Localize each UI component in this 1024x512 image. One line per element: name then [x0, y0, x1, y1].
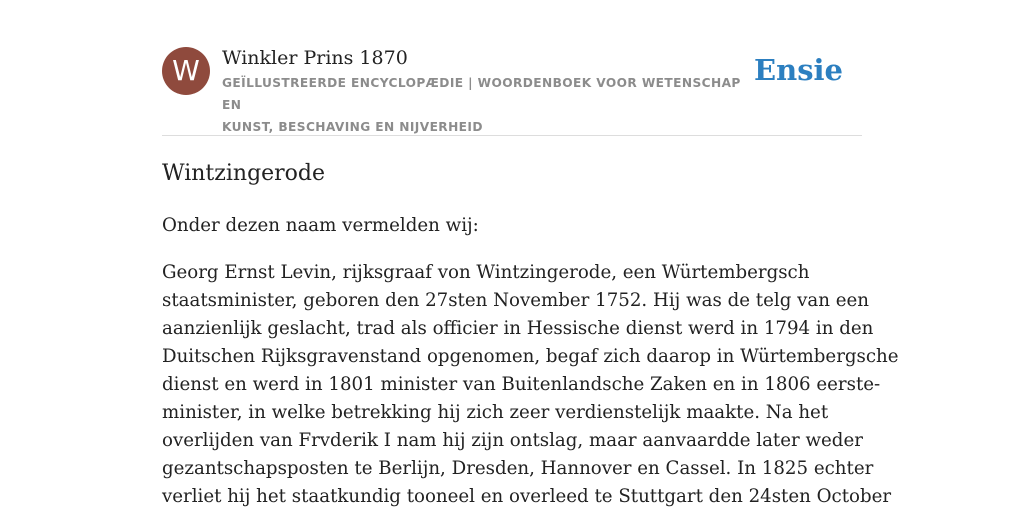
source-subtitle — [222, 72, 752, 138]
body-line: Georg Ernst Levin, rijksgraaf von Wintzingerode, een Würtembergsch — [162, 262, 810, 283]
body-line: verliet hij het staatkundig tooneel en overleed te Stuttgart den 24sten October — [162, 486, 892, 507]
entry-body — [162, 259, 899, 511]
entry-title: Wintzingerode — [162, 161, 326, 186]
ensie-logo[interactable]: Ensie — [754, 53, 843, 87]
body-line: gezantschapsposten te Berlijn, Dresden, Hannover en Cassel. In 1825 echter — [162, 458, 874, 479]
source-subtitle-line: GEÏLLUSTREERDE ENCYCLOPÆDIE | WOORDENBOEK VOOR WETENSCHAP EN — [222, 76, 741, 112]
source-title[interactable]: Winkler Prins 1870 — [222, 47, 408, 69]
header-divider — [162, 135, 862, 136]
body-line: minister, in welke betrekking hij zich zeer verdienstelijk maakte. Na het — [162, 402, 829, 423]
entry-intro: Onder dezen naam vermelden wij: — [162, 215, 479, 236]
body-line: aanzienlijk geslacht, trad als officier in Hessische dienst werd in 1794 in den — [162, 318, 874, 339]
source-subtitle-line: KUNST, BESCHAVING EN NIJVERHEID — [222, 120, 483, 134]
body-line: staatsminister, geboren den 27sten November 1752. Hij was de telg van een — [162, 290, 869, 311]
source-header — [162, 46, 862, 134]
body-line: Duitschen Rijksgravenstand opgenomen, begaf zich daarop in Würtembergsche — [162, 346, 899, 367]
source-avatar[interactable]: W — [162, 47, 210, 95]
body-line: dienst en werd in 1801 minister van Buitenlandsche Zaken en in 1806 eerste- — [162, 374, 881, 395]
body-line: overlijden van Frvderik I nam hij zijn ontslag, maar aanvaardde later weder — [162, 430, 863, 451]
